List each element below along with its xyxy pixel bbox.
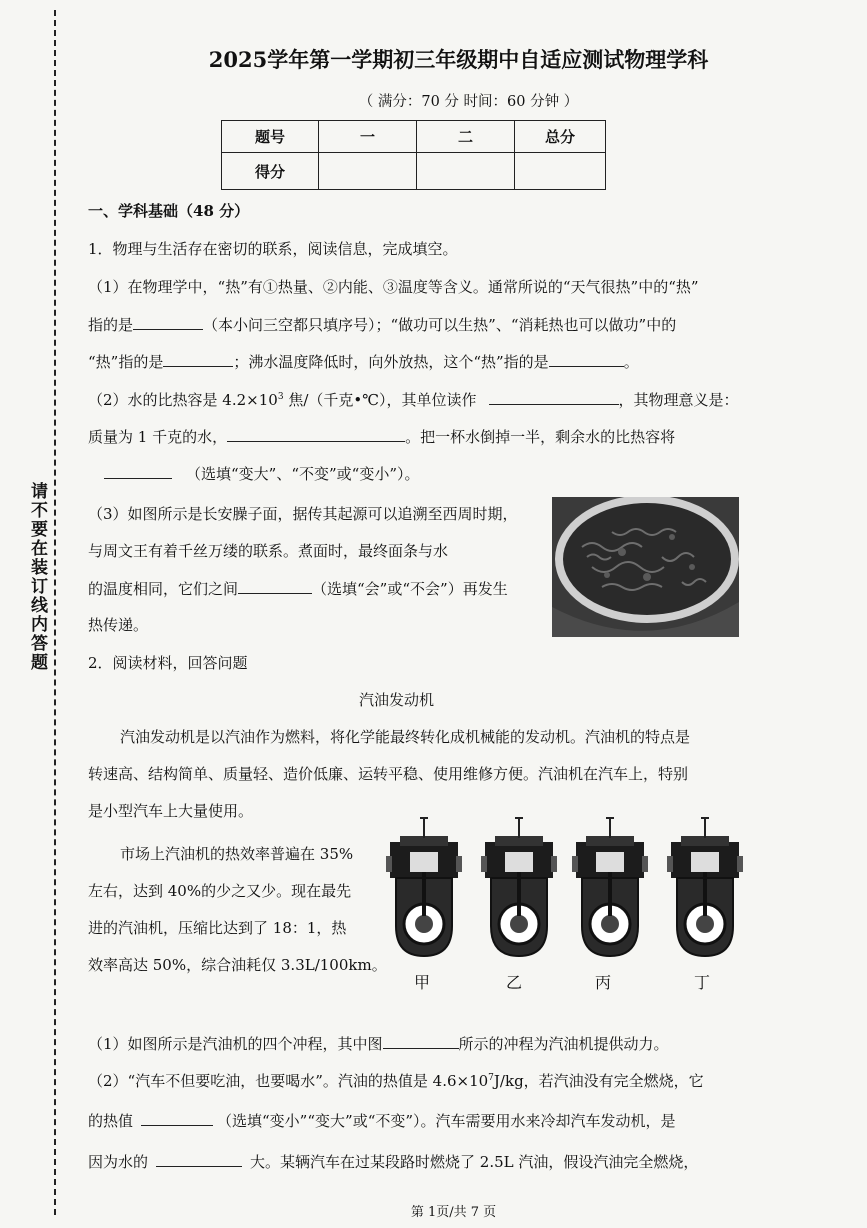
score-cell[interactable] [515, 153, 606, 190]
answer-blank[interactable] [104, 462, 172, 479]
superscript: 7 [488, 1073, 494, 1083]
q1-2-line3 [88, 462, 420, 484]
text: 指的是 [88, 316, 134, 334]
question-1-intro: 1．物理与生活存在密切的联系，阅读信息，完成填空。 [88, 240, 458, 258]
text: （选填“变小”“变大”或“不变”）。汽车需要用水来冷却汽车发动机，是 [217, 1112, 676, 1130]
answer-blank[interactable] [238, 577, 312, 594]
score-cell[interactable] [417, 153, 515, 190]
passage-p1-line3: 是小型汽车上大量使用。 [88, 802, 254, 820]
passage-p2-line3: 进的汽油机，压缩比达到了 18：1，热 [88, 919, 347, 937]
answer-blank[interactable] [141, 1109, 213, 1126]
text: 。把一杯水倒掉一半，剩余水的比热容将 [405, 428, 676, 446]
text: 所示的冲程为汽油机提供动力。 [458, 1035, 669, 1053]
text: ，其物理意义是： [618, 391, 739, 409]
engine-label: 乙 [506, 973, 523, 992]
page-footer: 第 1页/共 7 页 [410, 1205, 497, 1220]
passage-p2-line2: 左右，达到 40%的少之又少。现在最先 [88, 882, 352, 900]
text: 因为水的 [88, 1153, 149, 1171]
score-header-cell: 二 [417, 121, 515, 153]
engine-label: 甲 [414, 973, 431, 992]
q1-2-line1 [88, 388, 739, 410]
superscript: 3 [277, 392, 284, 402]
q1-3-line2: 与周文王有着千丝万缕的联系。煮面时，最终面条与水 [88, 542, 449, 560]
q1-1-line2 [88, 313, 676, 335]
q1-1-line1: （1）在物理学中，“热”有①热量、②内能、③温度等含义。通常所说的“天气很热”中的“热” [88, 278, 699, 296]
exam-title: 2025学年第一学期初三年级期中自适应测试物理学科 [208, 47, 709, 72]
q1-2-line2 [88, 425, 675, 447]
text: 质量为 1 千克的水， [88, 428, 228, 446]
answer-blank[interactable] [156, 1150, 242, 1167]
section-heading: 一、学科基础（48 分） [88, 202, 250, 220]
q1-3-line1: （3）如图所示是长安臊子面，据传其起源可以追溯至西周时期， [88, 505, 518, 523]
text: ；沸水温度降低时，向外放热，这个“热”指的是 [233, 353, 549, 371]
text: 焦/（千克•℃），其单位读作 [283, 391, 477, 409]
text: （选填“会”或“不会”）再发生 [312, 580, 508, 598]
passage-p2-line4: 效率高达 50%，综合油耗仅 3.3L/100km。 [88, 956, 387, 974]
text: 的热值 [88, 1112, 134, 1130]
q2-2-line2 [88, 1109, 676, 1131]
score-header-cell: 总分 [515, 121, 606, 153]
answer-blank[interactable] [227, 425, 405, 442]
answer-blank[interactable] [163, 350, 233, 367]
passage-p1-line1: 汽油发动机是以汽油作为燃料，将化学能最终转化成机械能的发动机。汽油机的特点是 [120, 728, 691, 746]
passage-p1-line2: 转速高、结构简单、质量轻、造价低廉、运转平稳、使用维修方便。汽油机在汽车上，特别 [88, 765, 689, 783]
q2-2-line1 [88, 1070, 704, 1091]
answer-blank[interactable] [489, 388, 619, 405]
passage-title: 汽油发动机 [359, 691, 435, 709]
score-row-label: 得分 [222, 153, 319, 190]
text: J/kg，若汽油没有完全燃烧，它 [493, 1072, 704, 1090]
noodle-bowl-photo [552, 497, 739, 637]
answer-blank[interactable] [133, 313, 203, 330]
text: 的温度相同，它们之间 [88, 580, 239, 598]
q2-1-line [88, 1032, 669, 1054]
text: （选填“变大”、“不变”或“变小”）。 [186, 465, 420, 483]
text: （2）“汽车不但要吃油，也要喝水”。汽油的热值是 4.6×10 [88, 1072, 489, 1090]
text: （1）如图所示是汽油机的四个冲程，其中图 [88, 1035, 383, 1053]
exam-subtitle: （ 满分：70 分 时间：60 分钟 ） [358, 94, 579, 110]
engine-diagrams [382, 816, 752, 966]
engine-label: 丙 [595, 973, 612, 992]
text: “热”指的是 [88, 353, 164, 371]
q1-3-line4: 热传递。 [88, 616, 149, 634]
binding-note: 请不要在装订线内答题 [27, 482, 47, 672]
binding-line [54, 10, 56, 1215]
text: 。 [623, 353, 639, 371]
engine-strokes-figure [382, 816, 752, 996]
text: （本小问三空都只填序号）；“做功可以生热”、“消耗热也可以做功”中的 [203, 316, 677, 334]
text: 大。某辆汽车在过某段路时燃烧了 2.5L 汽油，假设汽油完全燃烧， [250, 1153, 699, 1171]
answer-blank[interactable] [549, 350, 624, 367]
engine-label: 丁 [694, 973, 711, 992]
score-cell[interactable] [319, 153, 417, 190]
passage-p2-line1: 市场上汽油机的热效率普遍在 35% [120, 845, 354, 863]
text: （2）水的比热容是 4.2×10 [88, 391, 278, 409]
q1-3-line3 [88, 577, 508, 599]
engine-diagram [386, 818, 462, 956]
score-table [221, 120, 606, 190]
q2-2-line3 [88, 1150, 698, 1172]
score-header-cell: 一 [319, 121, 417, 153]
score-header-cell: 题号 [222, 121, 319, 153]
answer-blank[interactable] [383, 1032, 459, 1049]
question-2-intro: 2．阅读材料，回答问题 [88, 654, 248, 672]
q1-1-line3 [88, 350, 639, 372]
